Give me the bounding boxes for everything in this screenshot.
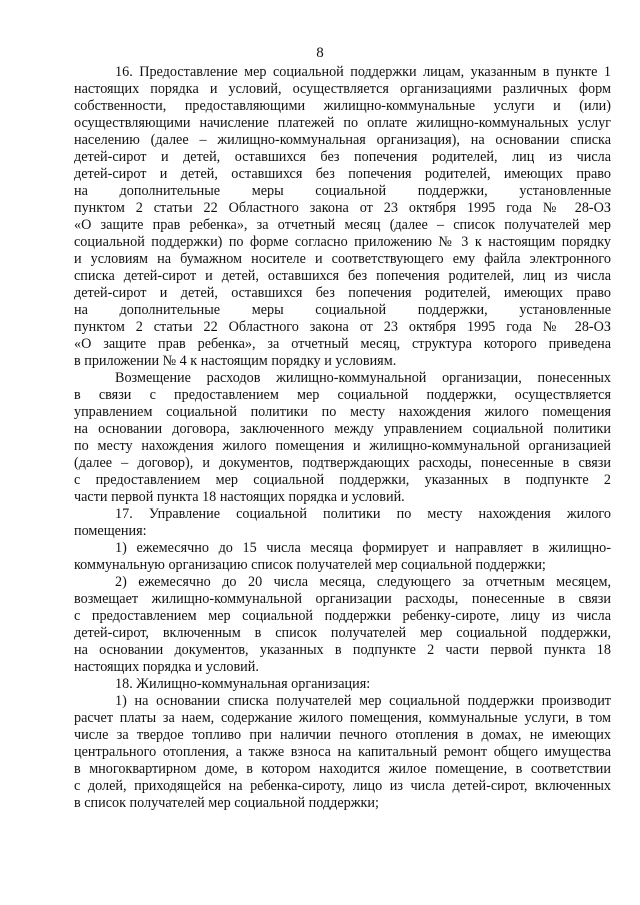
text-line: 2) ежемесячно до 20 числа месяца, следующего за отчетным месяцем, [115, 574, 611, 590]
text-line: коммунальную организацию список получателей мер социальной поддержки; [74, 557, 546, 573]
page-number: 8 [316, 45, 324, 61]
text-line: детей-сирот и детей, оставшихся без попечения родителей, имеющих право [74, 166, 611, 182]
text-line: расчет платы за наем, содержание жилого помещения, коммунальные услуги, в том [74, 710, 611, 726]
text-line: центрального отопления, а также взноса на капитальный ремонт общего имущества [74, 744, 611, 760]
text-line: настоящих порядка и условий, осуществляется организациями различных форм [74, 81, 611, 97]
text-line: пунктом 2 статьи 22 Областного закона от 23 октября 1995 года № 28-ОЗ [74, 200, 611, 216]
text-line: на дополнительные меры социальной поддержки, установленные [74, 183, 611, 199]
text-line: числе за твердое топливо при наличии печного отопления в домах, не имеющих [74, 727, 611, 743]
text-line: на дополнительные меры социальной поддержки, установленные [74, 302, 611, 318]
text-line: возмещает жилищно-коммунальной организации расходы, понесенные в связи [74, 591, 611, 607]
text-line: «О защите прав ребенка», за отчетный месяц (далее – список получателей мер [74, 217, 611, 233]
text-line: в многоквартирном доме, в котором находится жилое помещение, в соответствии [74, 761, 611, 777]
text-line: в список получателей мер социальной поддержки; [74, 795, 379, 811]
text-line: в связи с предоставлением мер социальной поддержки, осуществляется [74, 387, 611, 403]
text-line: части первой пункта 18 настоящих порядка и условий. [74, 489, 405, 505]
text-line: детей-сирот, включенным в список получателей мер социальной поддержки, [74, 625, 611, 641]
text-line: 17. Управление социальной политики по месту нахождения жилого [115, 506, 611, 522]
text-line: детей-сирот и детей, оставшихся без попечения родителей, лиц из числа [74, 149, 611, 165]
text-line: населению (далее – жилищно-коммунальная организация), на основании списка [74, 132, 611, 148]
text-line: с предоставлением мер социальной поддержки ребенку-сироте, лицу из числа [74, 608, 611, 624]
document-body [74, 64, 611, 812]
text-line: настоящих порядка и условий. [74, 659, 259, 675]
text-line: помещения: [74, 523, 147, 539]
text-line: по месту нахождения жилого помещения и жилищно-коммунальной организацией [74, 438, 611, 454]
text-line: 1) ежемесячно до 15 числа месяца формирует и направляет в жилищно- [115, 540, 611, 556]
text-line: и условиям на бумажном носителе и соответствующего ему файла электронного [74, 251, 611, 267]
text-line: с долей, приходящейся на ребенка-сироту, лицо из числа детей-сирот, включенных [74, 778, 611, 794]
text-line: детей-сирот и детей, оставшихся без попечения родителей, имеющих право [74, 285, 611, 301]
text-line: осуществляющими начисление платежей по оплате жилищно-коммунальных услуг [74, 115, 611, 131]
text-line: на основании документов, указанных в подпункте 2 части первой пункта 18 [74, 642, 611, 658]
text-line: «О защите прав ребенка», за отчетный месяц, структура которого приведена [74, 336, 611, 352]
text-line: собственности, предоставляющими жилищно-коммунальные услуги и (или) [74, 98, 611, 114]
text-line: 18. Жилищно-коммунальная организация: [115, 676, 371, 692]
text-line: социальной поддержки) по форме согласно приложению № 3 к настоящим порядку [74, 234, 611, 250]
text-line: 16. Предоставление мер социальной поддержки лицам, указанным в пункте 1 [115, 64, 611, 80]
text-line: пунктом 2 статьи 22 Областного закона от 23 октября 1995 года № 28-ОЗ [74, 319, 611, 335]
text-line: в приложении № 4 к настоящим порядку и условиям. [74, 353, 397, 369]
text-line: с предоставлением мер социальной поддержки, указанных в подпункте 2 [74, 472, 611, 488]
text-line: списка детей-сирот и детей, оставшихся без попечения родителей, лиц из числа [74, 268, 611, 284]
text-line: на основании договора, заключенного между управлением социальной политики [74, 421, 611, 437]
text-line: (далее – договор), и документов, подтверждающих расходы, понесенные в связи [74, 455, 611, 471]
text-line: 1) на основании списка получателей мер социальной поддержки производит [115, 693, 611, 709]
text-line: Возмещение расходов жилищно-коммунальной организации, понесенных [115, 370, 611, 386]
text-line: управлением социальной политики по месту нахождения жилого помещения [74, 404, 611, 420]
